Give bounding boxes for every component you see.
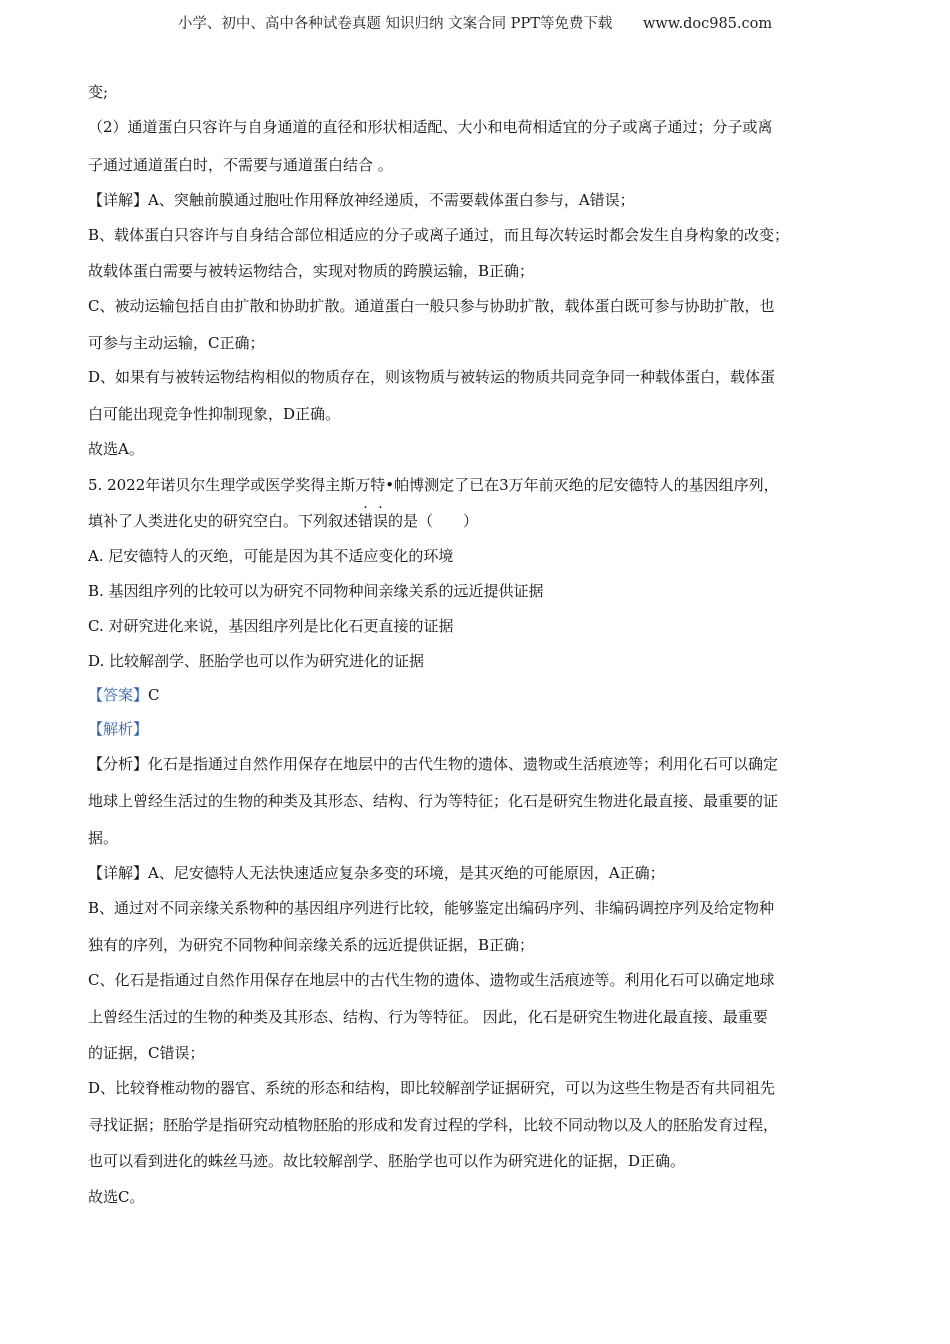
- stem-part: 填补了人类进化史的研究空白。下列叙述: [88, 512, 359, 530]
- question-stem: 5. 2022年诺贝尔生理学或医学奖得主斯万特•帕博测定了已在3万年前灭绝的尼安德特人的基因组序列，: [88, 476, 779, 494]
- text-line: 变;: [88, 83, 109, 101]
- analysis-line: 地球上曾经生活过的生物的种类及其形态、结构、行为等特征；化石是研究生物进化最直接、最重要的证: [88, 792, 779, 810]
- text-line: 子通过通道蛋白时，不需要与通道蛋白结合 。: [88, 156, 393, 174]
- question-stem-2: [88, 511, 868, 531]
- detail-line: 【详解】A、突触前膜通过胞吐作用释放神经递质，不需要载体蛋白参与，A错误；: [88, 191, 635, 209]
- header-url[interactable]: www.doc985.com: [642, 16, 773, 32]
- detail-line: D、如果有与被转运物结构相似的物质存在，则该物质与被转运的物质共同竞争同一种载体蛋白，载体蛋: [88, 368, 776, 386]
- text-line: （2）通道蛋白只容许与自身通道的直径和形状相适配、大小和电荷相适宜的分子或离子通过；分子或离: [88, 118, 773, 136]
- option-b: B. 基因组序列的比较可以为研究不同物种间亲缘关系的远近提供证据: [88, 582, 544, 600]
- conclusion-line: 故选C。: [88, 1188, 145, 1206]
- detail-line: B、载体蛋白只容许与自身结合部位相适应的分子或离子通过，而且每次转运时都会发生自身构象的改变；: [88, 226, 790, 244]
- answer-line: [88, 685, 868, 705]
- detail-line: 寻找证据；胚胎学是指研究动植物胚胎的形成和发育过程的学科，比较不同动物以及人的胚胎发育过程，: [88, 1116, 779, 1134]
- conclusion-line: 故选A。: [88, 440, 144, 458]
- detail-line: 【详解】A、尼安德特人无法快速适应复杂多变的环境，是其灭绝的可能原因，A正确；: [88, 864, 665, 882]
- detail-line: D、比较脊椎动物的器官、系统的形态和结构，即比较解剖学证据研究，可以为这些生物是否有共同祖先: [88, 1079, 776, 1097]
- answer-value: C: [148, 686, 160, 704]
- detail-line: 也可以看到进化的蛛丝马迹。故比较解剖学、胚胎学也可以作为研究进化的证据，D正确。: [88, 1152, 686, 1170]
- detail-line: 可参与主动运输，C正确；: [88, 334, 265, 352]
- detail-line: C、被动运输包括自由扩散和协助扩散。通道蛋白一般只参与协助扩散，载体蛋白既可参与协助扩散，也: [88, 297, 775, 315]
- option-a: A. 尼安德特人的灭绝，可能是因为其不适应变化的环境: [88, 547, 454, 565]
- detail-line: 独有的序列，为研究不同物种间亲缘关系的远近提供证据，B正确；: [88, 936, 535, 954]
- detail-line: 故载体蛋白需要与被转运物结合，实现对物质的跨膜运输，B正确；: [88, 262, 535, 280]
- detail-line: 白可能出现竞争性抑制现象，D正确。: [88, 405, 341, 423]
- detail-line: 上曾经生活过的生物的种类及其形态、结构、行为等特征。 因此，化石是研究生物进化最直接、最重要: [88, 1008, 768, 1026]
- emphasis-char: 错: [358, 512, 374, 530]
- answer-label: 【答案】: [88, 686, 149, 704]
- detail-line: B、通过对不同亲缘关系物种的基因组序列进行比较，能够鉴定出编码序列、非编码调控序列及给定物种: [88, 899, 775, 917]
- detail-line: C、化石是指通过自然作用保存在地层中的古代生物的遗体、遗物或生活痕迹等。利用化石可以确定地球: [88, 971, 775, 989]
- detail-line: 的证据，C错误；: [88, 1044, 205, 1062]
- header-text: 小学、初中、高中各种试卷真题 知识归纳 文案合同 PPT等免费下载: [177, 16, 613, 32]
- analysis-line: 【分析】化石是指通过自然作用保存在地层中的古代生物的遗体、遗物或生活痕迹等；利用化石可以确定: [88, 755, 779, 773]
- analysis-line: 据。: [88, 829, 119, 847]
- page-header: [0, 12, 950, 33]
- option-c: C. 对研究进化来说，基因组序列是比化石更直接的证据: [88, 617, 454, 635]
- analysis-label: 【解析】: [88, 720, 149, 738]
- option-d: D. 比较解剖学、胚胎学也可以作为研究进化的证据: [88, 652, 425, 670]
- stem-part: 的是（ ）: [388, 512, 479, 530]
- emphasis-char: 误: [373, 512, 389, 530]
